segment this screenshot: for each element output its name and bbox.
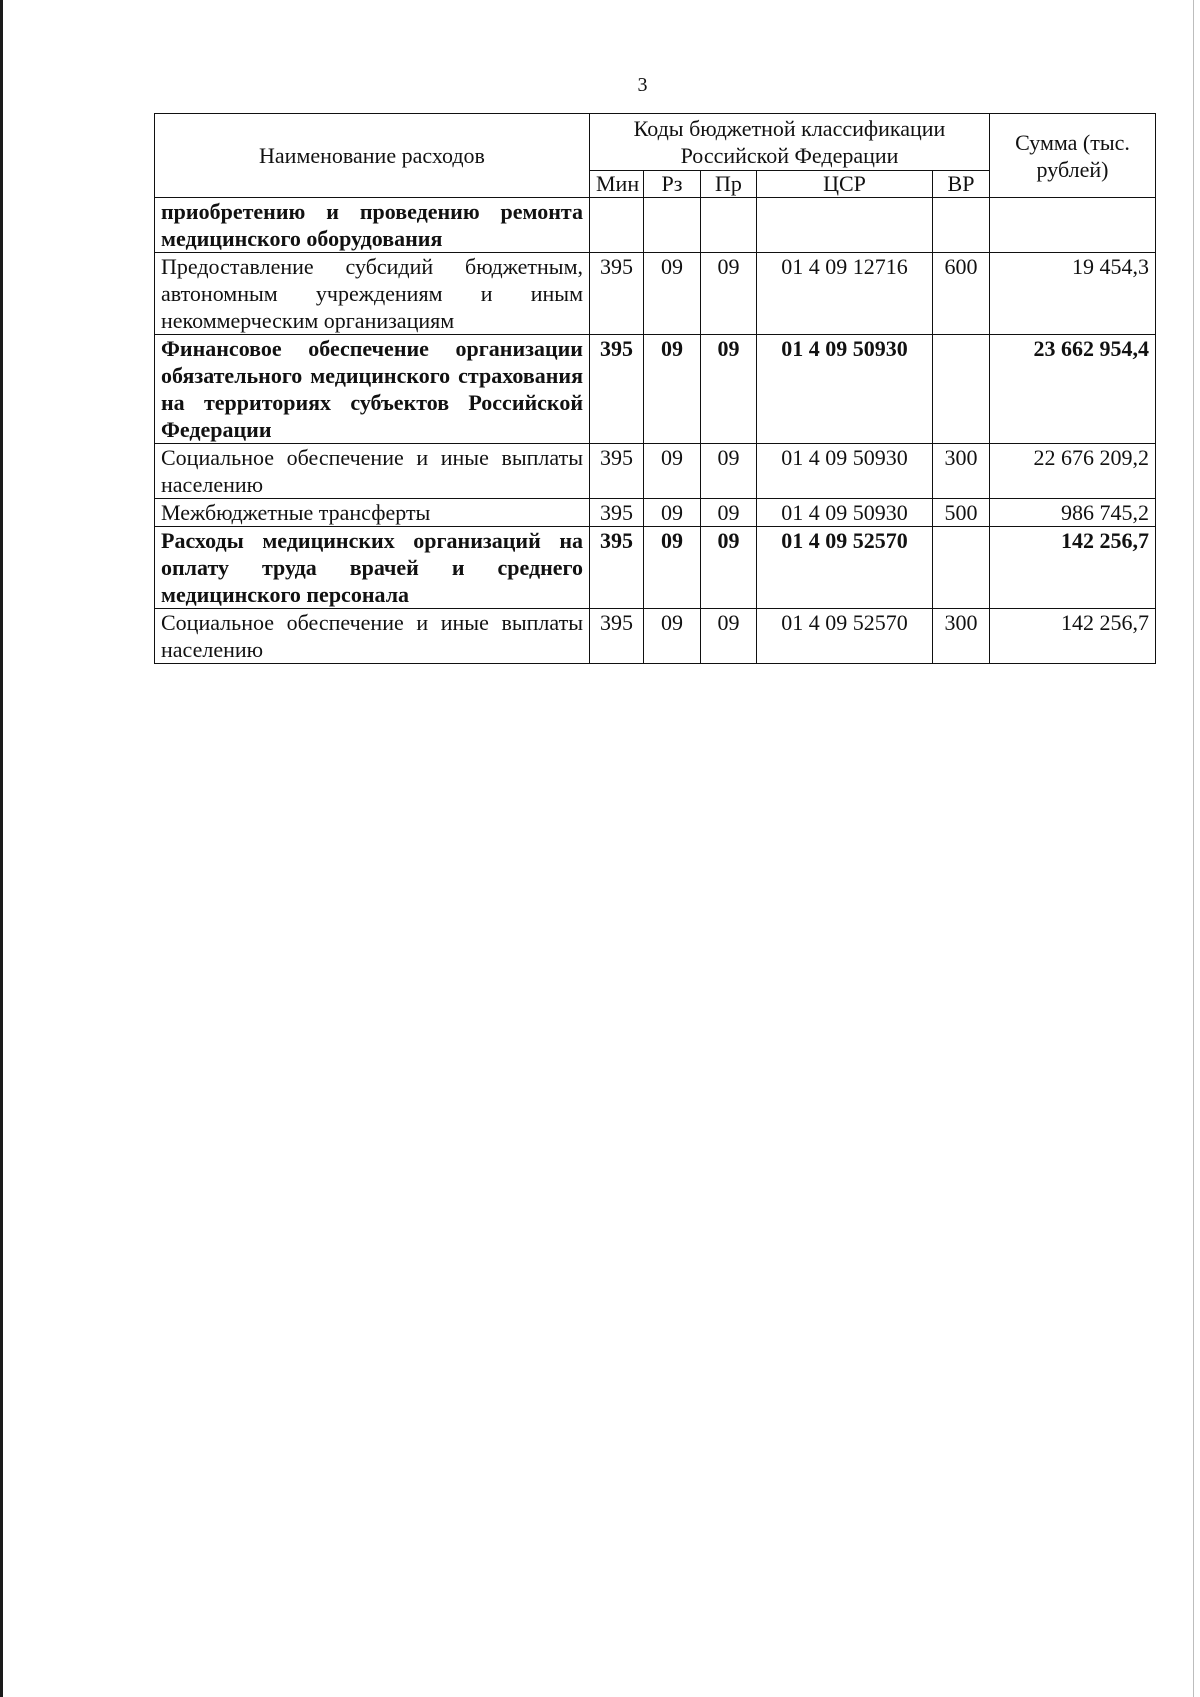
cell-vr bbox=[933, 198, 990, 253]
cell-sum: 19 454,3 bbox=[990, 253, 1156, 335]
cell-name: Расходы медицинских организаций на оплату труда врачей и среднего медицинского персонала bbox=[155, 527, 590, 609]
cell-pr: 09 bbox=[701, 609, 757, 664]
cell-rz: 09 bbox=[644, 253, 701, 335]
scan-edge-right bbox=[1193, 0, 1194, 1697]
cell-csr: 01 4 09 50930 bbox=[757, 499, 933, 527]
cell-rz: 09 bbox=[644, 444, 701, 499]
cell-pr: 09 bbox=[701, 527, 757, 609]
cell-pr: 09 bbox=[701, 335, 757, 444]
cell-min: 395 bbox=[590, 444, 644, 499]
cell-rz: 09 bbox=[644, 527, 701, 609]
cell-csr: 01 4 09 52570 bbox=[757, 527, 933, 609]
cell-pr: 09 bbox=[701, 253, 757, 335]
table-body bbox=[155, 198, 1156, 664]
cell-pr: 09 bbox=[701, 444, 757, 499]
cell-rz bbox=[644, 198, 701, 253]
cell-sum: 23 662 954,4 bbox=[990, 335, 1156, 444]
header-sum: Сумма (тыс. рублей) bbox=[990, 114, 1156, 198]
cell-sum: 142 256,7 bbox=[990, 609, 1156, 664]
table-row bbox=[155, 198, 1156, 253]
cell-name: приобретению и проведению ремонта медицинского оборудования bbox=[155, 198, 590, 253]
header-name: Наименование расходов bbox=[155, 114, 590, 198]
cell-sum bbox=[990, 198, 1156, 253]
cell-min: 395 bbox=[590, 253, 644, 335]
header-pr: Пр bbox=[701, 171, 757, 198]
cell-name: Межбюджетные трансферты bbox=[155, 499, 590, 527]
cell-name: Предоставление субсидий бюджетным, автономным учреждениям и иным некоммерческим организациям bbox=[155, 253, 590, 335]
cell-csr: 01 4 09 50930 bbox=[757, 335, 933, 444]
header-codes: Коды бюджетной классификации Российской Федерации bbox=[590, 114, 990, 171]
cell-min bbox=[590, 198, 644, 253]
cell-vr: 500 bbox=[933, 499, 990, 527]
cell-rz: 09 bbox=[644, 335, 701, 444]
cell-name: Финансовое обеспечение организации обязательного медицинского страхования на территориях субъектов Российской Федерации bbox=[155, 335, 590, 444]
table-row bbox=[155, 527, 1156, 609]
table-row bbox=[155, 335, 1156, 444]
cell-name: Социальное обеспечение и иные выплаты населению bbox=[155, 444, 590, 499]
cell-vr: 600 bbox=[933, 253, 990, 335]
cell-pr: 09 bbox=[701, 499, 757, 527]
header-min: Мин bbox=[590, 171, 644, 198]
header-csr: ЦСР bbox=[757, 171, 933, 198]
cell-sum: 986 745,2 bbox=[990, 499, 1156, 527]
table-row bbox=[155, 444, 1156, 499]
page-number: 3 bbox=[637, 74, 648, 96]
budget-table bbox=[154, 113, 1156, 664]
cell-sum: 22 676 209,2 bbox=[990, 444, 1156, 499]
cell-csr: 01 4 09 50930 bbox=[757, 444, 933, 499]
header-vr: ВР bbox=[933, 171, 990, 198]
header-row-top bbox=[155, 114, 1156, 171]
cell-pr bbox=[701, 198, 757, 253]
cell-csr bbox=[757, 198, 933, 253]
table-row bbox=[155, 253, 1156, 335]
cell-vr bbox=[933, 527, 990, 609]
cell-vr: 300 bbox=[933, 444, 990, 499]
cell-min: 395 bbox=[590, 527, 644, 609]
cell-csr: 01 4 09 12716 bbox=[757, 253, 933, 335]
cell-min: 395 bbox=[590, 499, 644, 527]
cell-name: Социальное обеспечение и иные выплаты населению bbox=[155, 609, 590, 664]
cell-csr: 01 4 09 52570 bbox=[757, 609, 933, 664]
cell-min: 395 bbox=[590, 335, 644, 444]
scan-edge-left bbox=[0, 0, 3, 1697]
cell-min: 395 bbox=[590, 609, 644, 664]
header-rz: Рз bbox=[644, 171, 701, 198]
cell-rz: 09 bbox=[644, 609, 701, 664]
table-header bbox=[155, 114, 1156, 198]
table-row bbox=[155, 499, 1156, 527]
cell-sum: 142 256,7 bbox=[990, 527, 1156, 609]
cell-vr: 300 bbox=[933, 609, 990, 664]
cell-vr bbox=[933, 335, 990, 444]
table-row bbox=[155, 609, 1156, 664]
cell-rz: 09 bbox=[644, 499, 701, 527]
